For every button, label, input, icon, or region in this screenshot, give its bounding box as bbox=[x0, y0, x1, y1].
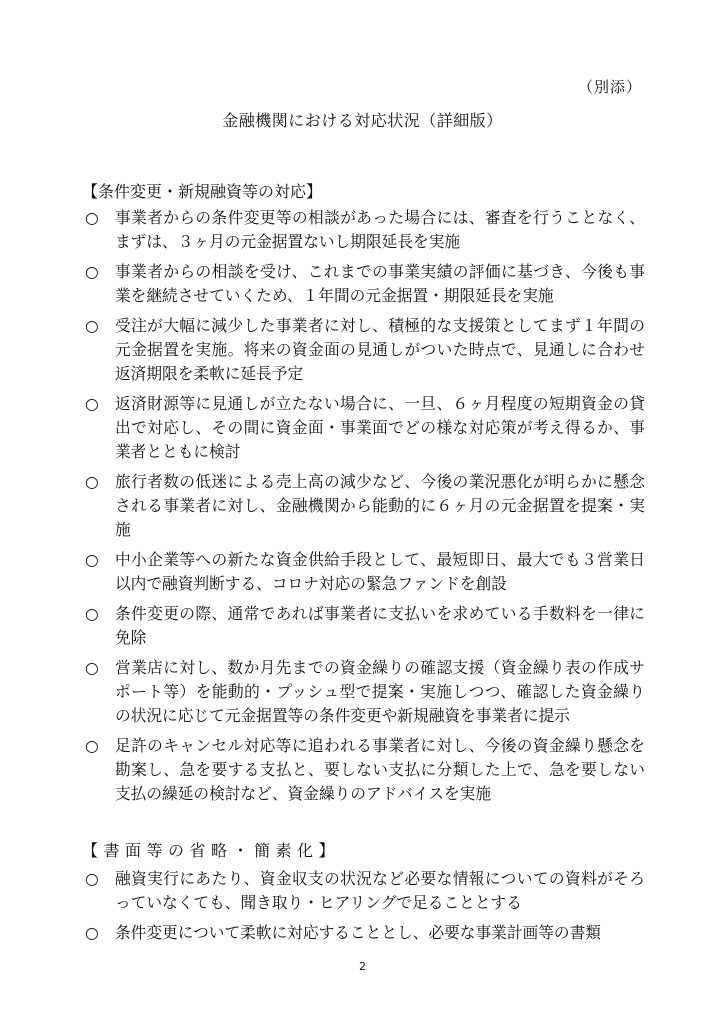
circle-bullet-icon: ○ bbox=[85, 208, 99, 227]
conditions-list bbox=[85, 206, 645, 812]
page-number: 2 bbox=[359, 960, 366, 973]
attachment-label: （別添） bbox=[578, 78, 643, 96]
document-title: 金融機関における対応状況（詳細版） bbox=[222, 111, 503, 130]
circle-bullet-icon: ○ bbox=[85, 262, 99, 281]
list-item bbox=[85, 392, 645, 464]
documents-list bbox=[85, 867, 645, 951]
list-item bbox=[85, 734, 645, 806]
list-item bbox=[85, 656, 645, 728]
circle-bullet-icon: ○ bbox=[85, 658, 99, 677]
list-item-text: 条件変更について柔軟に対応することとし、必要な事業計画等の書類 bbox=[115, 923, 601, 942]
circle-bullet-icon: ○ bbox=[85, 869, 99, 888]
circle-bullet-icon: ○ bbox=[85, 923, 99, 942]
list-item bbox=[85, 206, 645, 254]
list-item-text: 営業店に対し、数か月先までの資金繰りの確認支援（資金繰り表の作成サポート等）を能動的・プッシュ型で提案・実施しつつ、確認した資金繰りの状況に応じて元金据置等の条件変更や新規融資を事業者に提示 bbox=[115, 658, 645, 725]
list-item-text: 返済財源等に見通しが立たない場合に、一旦、６ヶ月程度の短期資金の貸出で対応し、その間に資金面・事業面でどの様な対応策が考え得るか、事業者とともに検討 bbox=[115, 394, 645, 461]
circle-bullet-icon: ○ bbox=[85, 394, 99, 413]
circle-bullet-icon: ○ bbox=[85, 472, 99, 491]
list-item-text: 事業者からの相談を受け、これまでの事業実績の評価に基づき、今後も事業を継続させていくため、１年間の元金据置・期限延長を実施 bbox=[115, 262, 645, 305]
list-item bbox=[85, 260, 645, 308]
circle-bullet-icon: ○ bbox=[85, 604, 99, 623]
list-item-text: 条件変更の際、通常であれば事業者に支払いを求めている手数料を一律に免除 bbox=[115, 604, 645, 647]
list-item-text: 足許のキャンセル対応等に追われる事業者に対し、今後の資金繰り懸念を勘案し、急を要する支払と、要しない支払に分類した上で、急を要しない支払の繰延の検討など、資金繰りのアドバイスを実施 bbox=[115, 736, 645, 803]
list-item-text: 事業者からの条件変更等の相談があった場合には、審査を行うことなく、まずは、３ヶ月の元金据置ないし期限延長を実施 bbox=[115, 208, 645, 251]
section-heading-conditions: 【条件変更・新規融資等の対応】 bbox=[82, 182, 323, 201]
list-item bbox=[85, 921, 645, 945]
circle-bullet-icon: ○ bbox=[85, 550, 99, 569]
list-item-text: 旅行者数の低迷による売上高の減少など、今後の業況悪化が明らかに懸念される事業者に対し、金融機関から能動的に６ヶ月の元金据置を提案・実施 bbox=[115, 472, 645, 539]
circle-bullet-icon: ○ bbox=[85, 316, 99, 335]
list-item-text: 中小企業等への新たな資金供給手段として、最短即日、最大でも３営業日以内で融資判断する、コロナ対応の緊急ファンドを創設 bbox=[115, 550, 645, 593]
list-item bbox=[85, 867, 645, 915]
list-item bbox=[85, 470, 645, 542]
list-item bbox=[85, 314, 645, 386]
list-item-text: 受注が大幅に減少した事業者に対し、積極的な支援策としてまず１年間の元金据置を実施。将来の資金面の見通しがついた時点で、見通しに合わせ返済期限を柔軟に延長予定 bbox=[115, 316, 645, 383]
list-item bbox=[85, 602, 645, 650]
list-item bbox=[85, 548, 645, 596]
list-item-text: 融資実行にあたり、資金収支の状況など必要な情報についての資料がそろっていなくても、聞き取り・ヒアリングで足ることとする bbox=[115, 869, 645, 912]
circle-bullet-icon: ○ bbox=[85, 736, 99, 755]
section-heading-documents: 【書面等の省略・簡素化】 bbox=[82, 841, 341, 860]
